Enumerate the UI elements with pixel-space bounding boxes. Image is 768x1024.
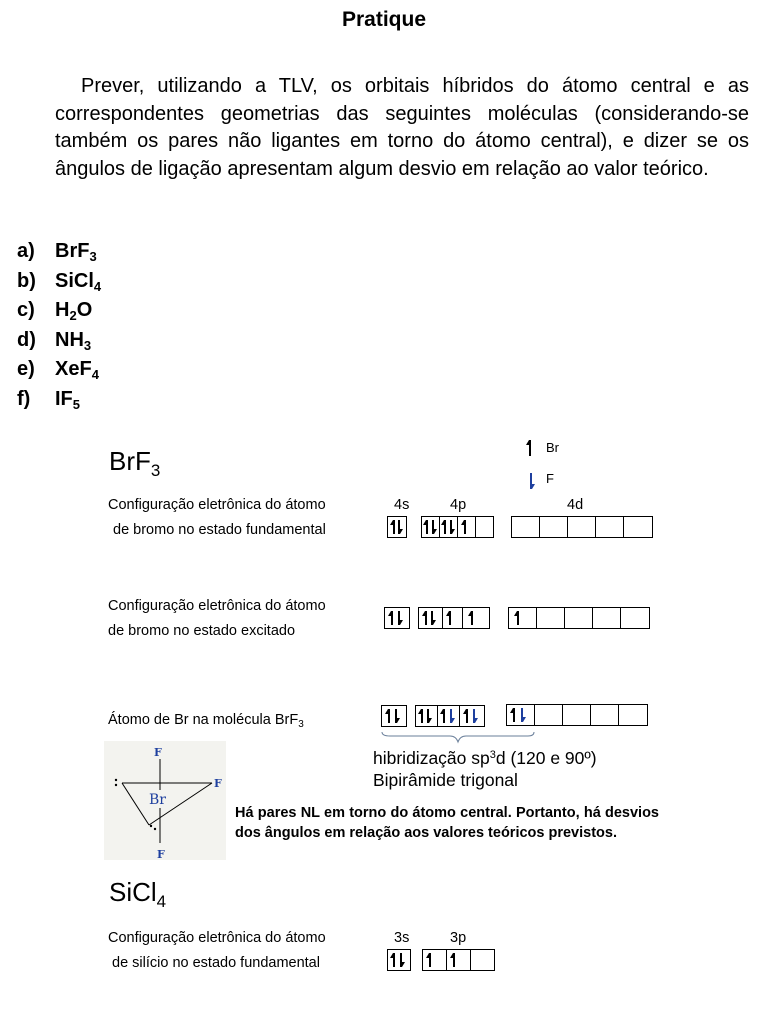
diagram-f-top: F: [154, 746, 162, 759]
orbital-box: [512, 517, 540, 537]
orbital-box: [537, 608, 565, 628]
ground-label: Configuração eletrônica do átomo de bromo no estado fundamental: [108, 497, 326, 538]
orbital-box: [440, 517, 458, 537]
list-item: [17, 326, 101, 356]
molecule-label: Átomo de Br na molécula BrF$_3$: [108, 712, 304, 730]
orbital-box: [422, 517, 440, 537]
orbital-box: [565, 608, 593, 628]
orbital-box: [476, 517, 493, 537]
up-arrow-icon: [528, 440, 532, 456]
orbital-box: [463, 608, 489, 628]
page-title: Pratique: [341, 8, 427, 31]
item-letter: b): [17, 269, 36, 292]
orbital-box: [596, 517, 624, 537]
list-item: [17, 355, 101, 385]
orbital-box: [509, 608, 537, 628]
orbital-box: [591, 705, 619, 725]
item-letter: f): [17, 387, 31, 410]
item-formula: $IF_5$: [55, 387, 81, 412]
orbital-label-4s: 4s: [394, 497, 410, 513]
item-formula: $H_2O$: [55, 299, 93, 323]
geometry-text: Bipirâmide trigonal: [373, 770, 518, 790]
orbital-box: [507, 705, 535, 725]
list-item: [17, 385, 101, 415]
orbital-label-4p: 4p: [450, 497, 467, 513]
list-item: [17, 237, 101, 267]
orbital-box: [563, 705, 591, 725]
down-arrow-icon: [529, 473, 535, 489]
orbital-4d-excited: [508, 607, 650, 629]
list-item: [17, 267, 101, 297]
excited-label: Configuração eletrônica do átomo de bromo no estado excitado: [108, 598, 326, 639]
orbital-box: [438, 706, 460, 726]
orbital-4s-ground: [387, 516, 407, 538]
orbital-box: [388, 950, 410, 970]
legend-br: Br: [546, 440, 559, 455]
orbital-4s-excited: [384, 607, 410, 629]
item-formula: SiCl$_4$: [55, 269, 102, 294]
list-item: [17, 296, 101, 326]
orbital-box: [423, 950, 447, 970]
orbital-box: [535, 705, 563, 725]
diagram-f-right: F: [214, 777, 222, 790]
orbital-3p-ground: [422, 949, 495, 971]
legend-f: F: [546, 471, 554, 486]
sicl4-ground-label: Configuração eletrônica do átomo de silício no estado fundamental: [108, 930, 326, 971]
sicl4-heading: SiCl$_4$: [109, 877, 167, 911]
orbital-box: [460, 706, 484, 726]
orbital-box: [419, 608, 443, 628]
orbital-4s-molecule: [381, 705, 407, 727]
orbital-box: [540, 517, 568, 537]
hybridization-text: hibridização $sp^3d$ (120 e 90º): [373, 748, 597, 768]
orbital-box: [624, 517, 652, 537]
question-list: [17, 237, 101, 414]
item-letter: a): [17, 240, 35, 262]
orbital-box: [443, 608, 463, 628]
orbital-box: [458, 517, 476, 537]
orbital-4p-excited: [418, 607, 490, 629]
orbital-box: [568, 517, 596, 537]
orbital-box: [593, 608, 621, 628]
orbital-3s-ground: [387, 949, 411, 971]
orbital-4d-ground: [511, 516, 653, 538]
hybrid-bracket: [380, 730, 540, 744]
orbital-4p-ground: [421, 516, 494, 538]
orbital-box: [388, 517, 406, 537]
intro-paragraph: Prever, utilizando a TLV, os orbitais híbridos do átomo central e as correspondentes geometrias das seguintes moléculas (considerando-se também os pares não ligantes em torno do átomo central), e dizer se os ângulos de ligação apresentam algum desvio em relação ao valor teórico.: [55, 75, 749, 180]
orbital-label-3s: 3s: [394, 930, 410, 946]
orbital-4d-molecule: [506, 704, 648, 726]
orbital-box: [447, 950, 471, 970]
item-formula: XeF$_4$: [55, 358, 99, 382]
orbital-box: [385, 608, 409, 628]
brf3-structure-diagram: [104, 741, 226, 860]
diagram-center-atom: Br: [149, 792, 166, 808]
orbital-box: [619, 705, 647, 725]
orbital-box: [382, 706, 406, 726]
lone-pair-note: Há pares NL em torno do átomo central. Portanto, há desvios dos ângulos em relação aos valores teóricos previstos.: [235, 805, 659, 841]
orbital-label-3p: 3p: [450, 930, 467, 946]
item-letter: d): [17, 328, 36, 351]
brf3-heading: BrF$_3$: [109, 446, 161, 480]
orbital-4p-molecule: [415, 705, 485, 727]
orbital-box: [621, 608, 649, 628]
orbital-label-4d: 4d: [567, 497, 584, 513]
item-formula: BrF$_3$: [55, 240, 97, 264]
item-letter: c): [17, 299, 35, 321]
diagram-f-bottom: F: [157, 848, 165, 860]
orbital-box: [471, 950, 494, 970]
item-letter: e): [17, 358, 35, 380]
item-formula: $NH_3$: [55, 328, 92, 353]
orbital-box: [416, 706, 438, 726]
